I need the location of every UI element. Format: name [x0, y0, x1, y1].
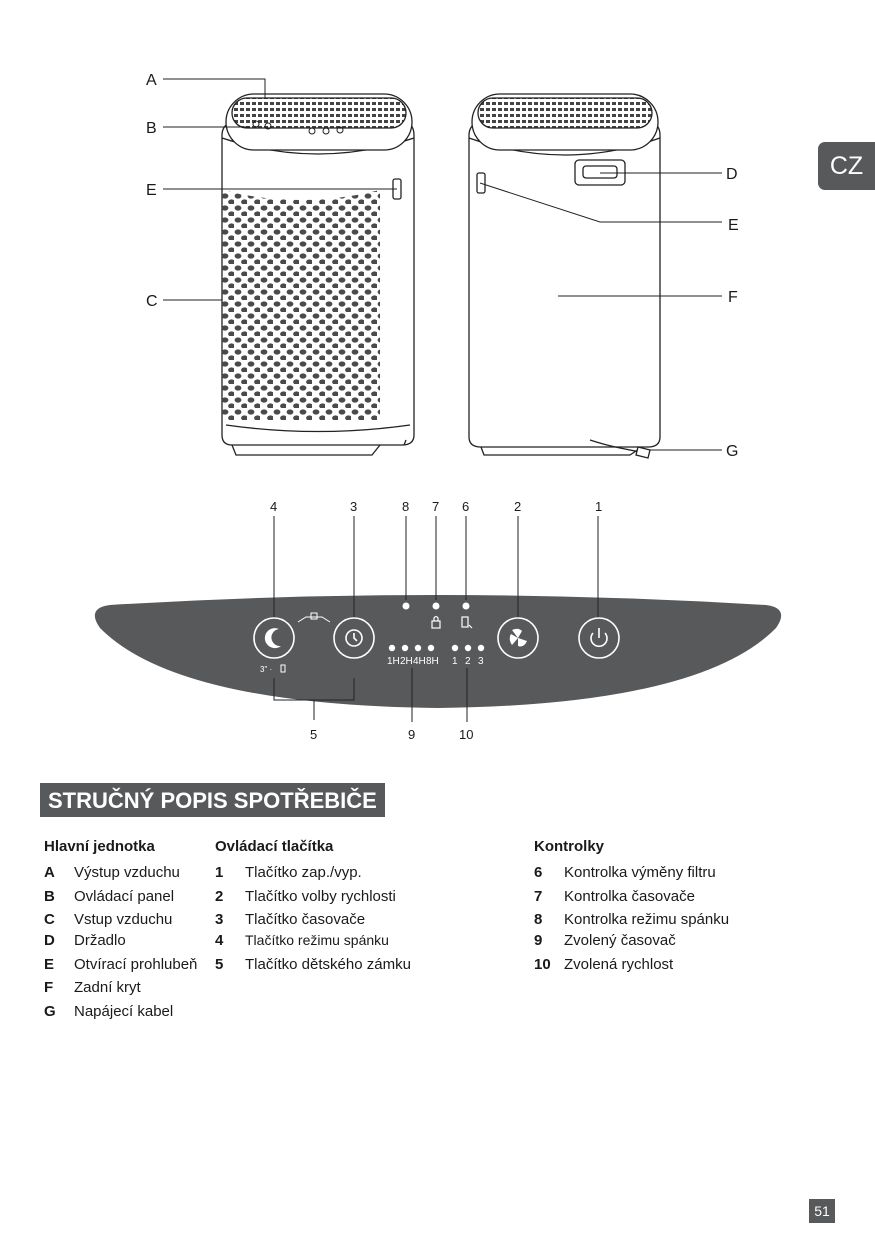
- speed-mark-1: 1: [452, 656, 458, 667]
- timer-mark-1h: 1H: [387, 656, 400, 667]
- panel-number-6: 6: [462, 499, 470, 514]
- indicators-title: Kontrolky: [534, 838, 605, 855]
- list-item: B Ovládací panel: [44, 887, 175, 905]
- speed-button[interactable]: [498, 618, 538, 658]
- list-item: G Napájecí kabel: [44, 1002, 174, 1020]
- list-item: 1 Tlačítko zap./vyp.: [215, 864, 362, 881]
- list-item: 8 Kontrolka režimu spánku: [534, 911, 730, 928]
- callout-d: D: [726, 166, 738, 183]
- control-panel: [95, 595, 781, 708]
- list-item: 4 Tlačítko režimu spánku: [215, 932, 389, 949]
- callout-e-back: E: [728, 217, 739, 234]
- panel-number-1: 1: [595, 499, 603, 514]
- callout-e-front: E: [146, 182, 157, 199]
- speed-mark-3: 3: [478, 656, 484, 667]
- timer-mark-4h: 4H: [413, 656, 426, 667]
- back-unit-drawing: [469, 94, 660, 458]
- panel-number-4: 4: [270, 499, 278, 514]
- callout-c: C: [146, 293, 158, 310]
- list-item: 10 Zvolená rychlost: [534, 955, 674, 973]
- buttons-column: [215, 838, 515, 979]
- callout-b: B: [146, 120, 157, 137]
- list-item: 6 Kontrolka výměny filtru: [534, 864, 716, 881]
- list-item: E Otvírací prohlubeň: [44, 955, 198, 973]
- timer-mark-2h: 2H: [400, 656, 413, 667]
- main-unit-title: Hlavní jednotka: [44, 838, 155, 855]
- section-title: STRUČNÝ POPIS SPOTŘEBIČE: [40, 783, 385, 817]
- panel-number-9: 9: [408, 727, 416, 742]
- list-item: 7 Kontrolka časovače: [534, 887, 695, 905]
- power-button[interactable]: [579, 618, 619, 658]
- indicators-column: [534, 838, 834, 979]
- callout-a: A: [146, 72, 157, 89]
- panel-number-3: 3: [350, 499, 358, 514]
- list-item: 3 Tlačítko časovače: [215, 911, 366, 928]
- timer-button[interactable]: [334, 618, 374, 658]
- lock-hint: 3" ·: [260, 665, 273, 674]
- speed-mark-2: 2: [465, 656, 471, 667]
- page-number: 51: [809, 1199, 835, 1223]
- list-item: F Zadní kryt: [44, 979, 141, 996]
- panel-number-10: 10: [459, 727, 474, 742]
- list-item: A Výstup vzduchu: [44, 864, 180, 881]
- callout-f: F: [728, 289, 738, 306]
- air-inlet-perforation: [222, 190, 380, 420]
- list-item: C Vstup vzduchu: [44, 911, 173, 928]
- panel-number-2: 2: [514, 499, 522, 514]
- language-tab: CZ: [818, 142, 875, 190]
- buttons-title: Ovládací tlačítka: [215, 838, 334, 855]
- list-item: D Držadlo: [44, 932, 126, 949]
- callout-g: G: [726, 443, 739, 460]
- list-item: 5 Tlačítko dětského zámku: [215, 955, 411, 973]
- panel-number-8: 8: [402, 499, 410, 514]
- list-item: 2 Tlačítko volby rychlosti: [215, 887, 396, 905]
- sleep-button[interactable]: [254, 618, 294, 658]
- panel-number-5: 5: [310, 727, 318, 742]
- timer-mark-8h: 8H: [426, 656, 439, 667]
- list-item: 9 Zvolený časovač: [534, 932, 676, 949]
- panel-number-7: 7: [432, 499, 440, 514]
- main-unit-column: [44, 838, 214, 1026]
